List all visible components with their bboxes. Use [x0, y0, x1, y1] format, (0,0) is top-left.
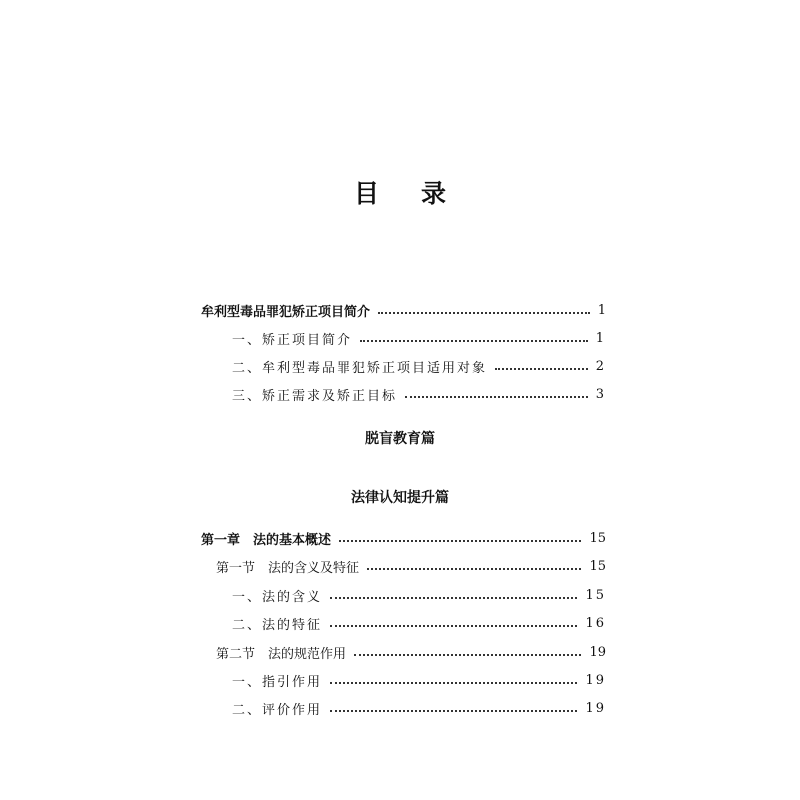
toc-entry-page: 2: [595, 358, 606, 374]
toc-entry-page: 19: [585, 672, 606, 688]
dot-leader: [330, 682, 577, 684]
toc-entry-item[interactable]: [0, 585, 800, 605]
dot-leader: [339, 540, 581, 542]
toc-entry-item[interactable]: [0, 613, 800, 633]
toc-entry-label: 一、指引作用: [232, 674, 323, 690]
toc-entry-page: 19: [589, 644, 606, 660]
toc-entry-label: 第二节 法的规范作用: [216, 646, 347, 662]
toc-entry-section-1[interactable]: [0, 556, 800, 576]
dot-leader: [354, 654, 581, 656]
toc-entry-label: 一、矫正项目简介: [232, 332, 353, 348]
toc-entry-page: 16: [585, 615, 606, 631]
toc-entry-item[interactable]: [0, 698, 800, 718]
toc-entry-intro[interactable]: [0, 300, 800, 320]
title-char-1: 目: [353, 179, 379, 208]
sub-part-title: 法律认知提升篇: [351, 490, 449, 506]
toc-entry-label: 二、牟利型毒品罪犯矫正项目适用对象: [232, 360, 488, 376]
dot-leader: [405, 396, 588, 398]
toc-entry-label: 牟利型毒品罪犯矫正项目简介: [201, 304, 371, 320]
toc-entry-page: 15: [585, 587, 606, 603]
toc-entry-page: 1: [597, 302, 606, 318]
dot-leader: [330, 597, 577, 599]
dot-leader: [330, 710, 577, 712]
toc-entry-intro-1[interactable]: [0, 328, 800, 348]
dot-leader: [367, 568, 581, 570]
title-char-2: 录: [421, 179, 447, 208]
toc-entry-label: 二、法的特征: [232, 617, 323, 633]
dot-leader: [495, 368, 588, 370]
toc-entry-page: 19: [585, 700, 606, 716]
toc-entry-label: 一、法的含义: [232, 589, 323, 605]
page-title: [0, 174, 800, 210]
dot-leader: [378, 312, 590, 314]
toc-entry-label: 二、评价作用: [232, 702, 323, 718]
dot-leader: [360, 340, 588, 342]
toc-entry-page: 3: [595, 386, 606, 402]
toc-entry-page: 15: [589, 558, 606, 574]
toc-entry-label: 第一节 法的含义及特征: [216, 560, 360, 576]
toc-entry-page: 1: [595, 330, 606, 346]
toc-entry-label: 第一章 法的基本概述: [201, 532, 332, 548]
toc-entry-section-2[interactable]: [0, 642, 800, 662]
toc-entry-page: 15: [589, 530, 606, 546]
toc-entry-item[interactable]: [0, 670, 800, 690]
toc-entry-chapter-1[interactable]: [0, 528, 800, 548]
toc-entry-intro-3[interactable]: [0, 384, 800, 404]
dot-leader: [330, 625, 577, 627]
part-title: 脱盲教育篇: [365, 431, 435, 447]
toc-entry-label: 三、矫正需求及矫正目标: [232, 388, 398, 404]
toc-entry-intro-2[interactable]: [0, 356, 800, 376]
